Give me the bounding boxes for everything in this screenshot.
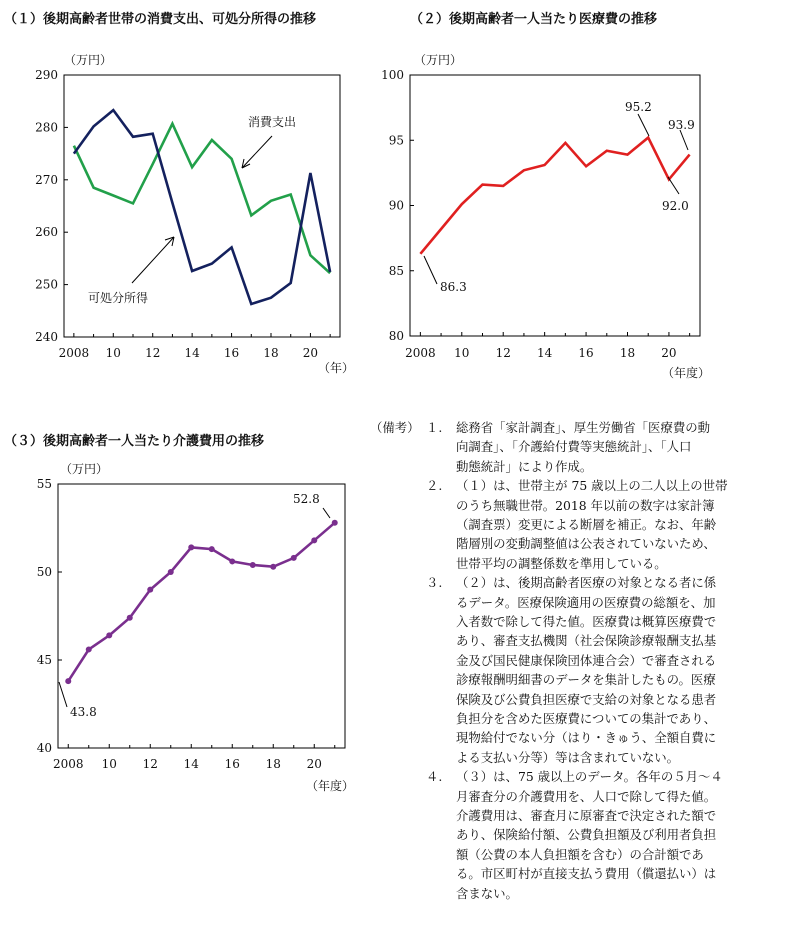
leader-line [680,130,688,150]
data-point [188,544,194,550]
note-line: 動態統計」により作成。 [456,458,593,474]
leader-line [424,256,437,284]
data-point [65,678,71,684]
note-item [428,767,783,903]
annotation-arrow-consumption [242,136,272,168]
note-number: １. [426,420,443,435]
chart1-title: （１）後期高齢者世帯の消費支出、可処分所得の推移 [4,12,317,27]
chart2-plot [381,53,710,380]
note-number: ３. [426,575,443,591]
note-line: あり、審査支払機関（社会保険診療報酬支払基 [456,633,717,649]
leader-line [59,682,67,707]
chart2-year-label: （年度） [662,366,711,380]
note-item [428,418,783,476]
x-tick-label: 10 [454,346,470,360]
chart2-title: （２）後期高齢者一人当たり医療費の推移 [410,12,658,27]
y-tick-label: 55 [36,477,52,491]
chart1-unit-label: （万円） [64,53,113,67]
x-tick-label: 12 [145,346,161,360]
x-tick-label: 2008 [405,346,436,360]
note-line: 負担分を含めた医療費についての集計であり、 [456,711,716,727]
chart1-year-label: （年） [318,361,355,375]
x-tick-label: 2008 [52,757,84,771]
chart3-title: （３）後期高齢者一人当たり介護費用の推移 [4,434,265,449]
series-line-1 [420,138,689,254]
data-point [250,562,256,568]
note-line: （２）は、後期高齢者医療の対象となる者に係 [456,575,717,591]
note-line: 総務省「家計調査」、厚生労働省「医療費の動 [456,420,711,435]
x-tick-label: 20 [306,757,322,771]
x-tick-label: 14 [537,346,553,360]
note-line: （３）は、75 歳以上のデータ。各年の５月～４ [456,769,723,785]
chart3-unit-label: （万円） [60,462,109,476]
data-point [127,615,133,621]
annotation-consumption: 消費支出 [248,115,297,129]
note-line: 保険及び公費負担医療で支給の対象となる患者 [456,691,717,707]
chart2-frame [410,75,700,336]
y-tick-label: 40 [36,741,52,755]
x-tick-label: 20 [302,346,319,360]
series-line-2 [74,110,330,304]
note-line: あり、保険給付額、公費負担額及び利用者負担 [456,827,717,843]
x-tick-label: 14 [184,346,200,360]
data-point [332,520,338,526]
y-tick-label: 100 [381,68,404,82]
data-point [147,587,153,593]
note-line: 世帯平均の調整係数を準用している。 [456,555,667,571]
x-tick-label: 18 [619,346,636,360]
data-point [106,632,112,638]
y-tick-label: 250 [35,277,58,292]
chart1-plot [35,53,354,375]
note-line: 額（公費の本人負担額を含む）の合計額であ [456,846,704,862]
data-label-2008: 86.3 [440,280,467,294]
y-tick-label: 260 [35,225,58,240]
x-tick-label: 12 [495,346,511,360]
data-label-2019: 95.2 [625,100,652,114]
note-line: 向調査」、「介護給付費等実態統計」、「人口 [456,439,692,455]
y-tick-label: 85 [388,263,404,278]
note-line: 月審査分の介護費用を、人口で除して得た値。 [456,788,717,804]
note-line: 金及び国民健康保険団体連合会）で審査される [456,652,717,668]
x-tick-label: 18 [263,346,279,360]
y-tick-label: 90 [388,198,404,213]
data-label-2020: 92.0 [662,199,689,213]
y-tick-label: 95 [388,133,404,148]
y-tick-label: 50 [36,565,52,579]
note-line: よる支払い分等）等は含まれていない。 [456,749,680,765]
note-number: ２. [426,478,443,494]
data-point [270,564,276,570]
x-tick-label: 20 [661,346,677,360]
data-point [311,537,317,543]
data-point [291,555,297,561]
y-tick-label: 80 [388,329,404,343]
note-line: 介護費用は、審査月に原審査で決定された額で [456,808,717,823]
note-line: 現物給付でない分（はり・きゅう、全額自費に [456,730,717,746]
series-line-1 [74,124,330,273]
leader-line [668,177,679,194]
data-point [229,558,235,564]
note-line: 階層別の変動調整値は公表されていないため、 [456,536,716,552]
data-label-2021: 52.8 [293,492,320,506]
x-tick-label: 18 [265,757,281,771]
chart3-plot [37,462,354,793]
y-tick-label: 45 [36,653,52,667]
x-tick-label: 16 [224,757,240,771]
x-tick-label: 2008 [58,346,90,360]
x-tick-label: 10 [105,346,121,360]
note-number: ４. [426,769,443,785]
annotation-disposable: 可処分所得 [88,291,149,305]
note-line: のうち無職世帯。2018 年以前の数字は家計簿 [456,497,715,513]
notes-label: （備考） [370,420,420,435]
note-item [428,476,783,573]
note-line: （調査票）変更による断層を補正。なお、年齢 [456,517,717,532]
x-tick-label: 16 [223,346,240,360]
note-line: る。市区町村が直接支払う費用（償還払い）は [456,866,717,882]
x-tick-label: 14 [183,757,199,771]
data-point [209,546,215,552]
note-item [428,573,783,767]
annotation-arrow-disposable [132,237,174,283]
y-tick-label: 280 [35,120,58,135]
note-line: 含まない。 [456,885,518,901]
leader-line [638,114,649,136]
y-tick-label: 240 [35,330,58,344]
data-point [86,646,92,652]
note-line: るデータ。医療保険適用の医療費の総額を、加 [456,594,716,610]
x-tick-label: 10 [101,757,117,771]
chart3-frame [58,484,345,748]
x-tick-label: 12 [142,757,158,771]
x-tick-label: 16 [578,346,594,360]
leader-line [323,508,330,518]
data-point [168,569,174,575]
note-line: 入者数で除して得た値。医療費は概算医療費で [456,614,717,629]
data-label-2021: 93.9 [668,118,695,132]
data-label-2008: 43.8 [70,705,97,719]
series-line-1 [68,523,335,681]
y-tick-label: 270 [35,172,58,187]
chart2-unit-label: （万円） [414,53,463,67]
y-tick-label: 290 [35,68,58,82]
note-line: （１）は、世帯主が 75 歳以上の二人以上の世帯 [456,478,728,494]
chart3-year-label: （年度） [306,779,355,793]
note-line: 診療報酬明細書のデータを集計したもの。医療 [456,672,716,688]
